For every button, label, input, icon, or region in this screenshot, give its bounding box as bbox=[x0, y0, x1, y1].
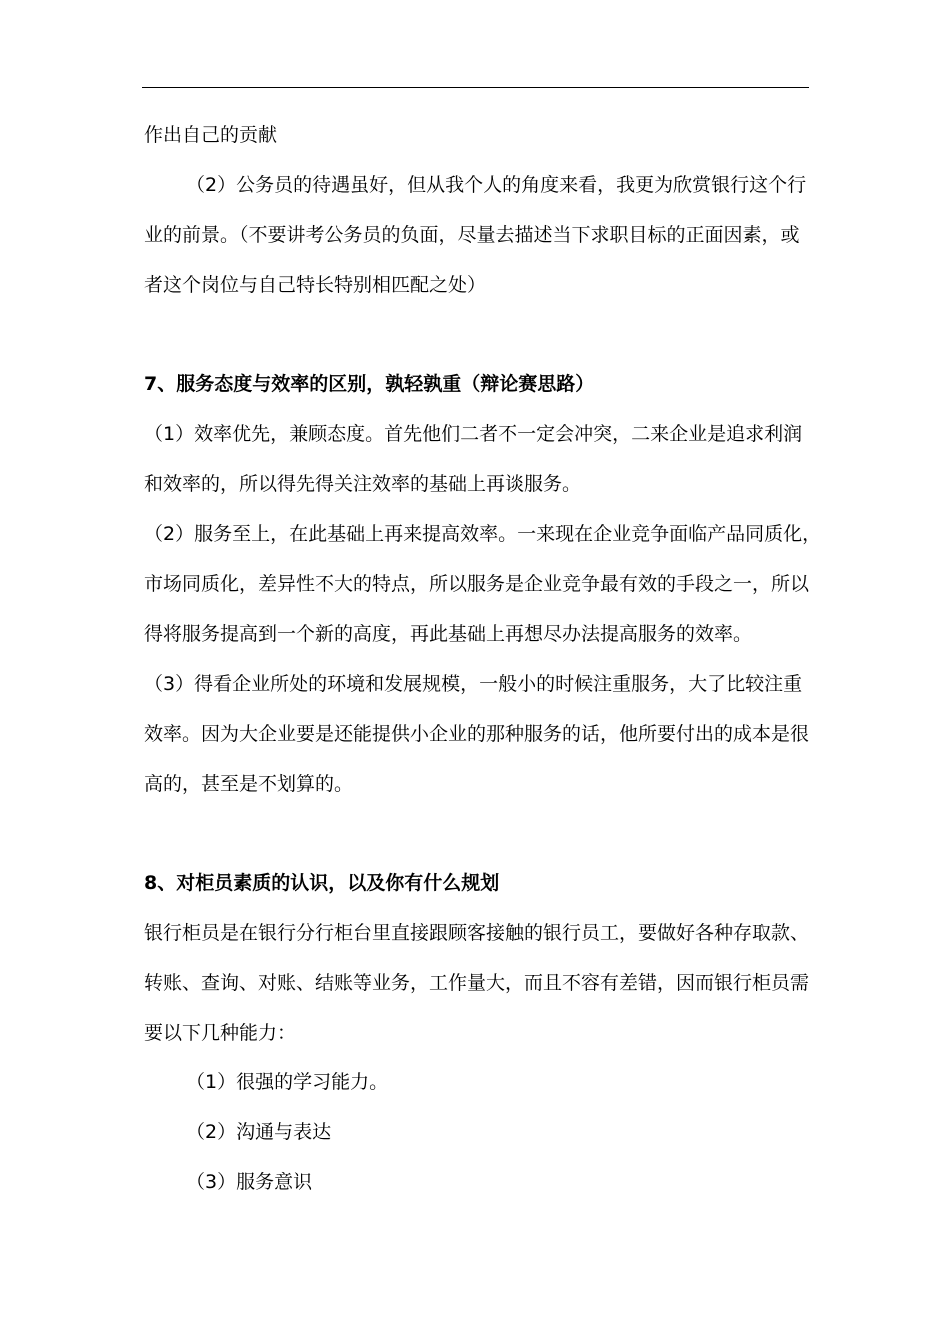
paragraph-line: 要以下几种能力： bbox=[144, 1022, 297, 1044]
paragraph-line: 者这个岗位与自己特长特别相匹配之处） bbox=[144, 274, 487, 296]
paragraph-line: （1）效率优先，兼顾态度。首先他们二者不一定会冲突，二来企业是追求利润 bbox=[144, 423, 803, 445]
paragraph-line: 业的前景。（不要讲考公务员的负面，尽量去描述当下求职目标的正面因素，或 bbox=[144, 224, 800, 246]
paragraph-line: 作出自己的贡献 bbox=[144, 124, 278, 146]
paragraph-line: （2）公务员的待遇虽好，但从我个人的角度来看，我更为欣赏银行这个行 bbox=[186, 174, 807, 196]
list-item: （3）服务意识 bbox=[186, 1171, 313, 1193]
section-heading: 7、服务态度与效率的区别，孰轻孰重（辩论赛思路） bbox=[144, 373, 595, 395]
header-rule bbox=[142, 87, 809, 88]
paragraph-line: 得将服务提高到一个新的高度，再此基础上再想尽办法提高服务的效率。 bbox=[144, 623, 753, 645]
paragraph-line: 效率。因为大企业要是还能提供小企业的那种服务的话，他所要付出的成本是很 bbox=[144, 723, 810, 745]
paragraph-line: 和效率的，所以得先得关注效率的基础上再谈服务。 bbox=[144, 473, 582, 495]
paragraph-line: 银行柜员是在银行分行柜台里直接跟顾客接触的银行员工，要做好各种存取款、 bbox=[144, 922, 810, 944]
paragraph-line: （2）服务至上，在此基础上再来提高效率。一来现在企业竞争面临产品同质化， bbox=[144, 523, 822, 545]
paragraph-line: （3）得看企业所处的环境和发展规模，一般小的时候注重服务，大了比较注重 bbox=[144, 673, 803, 695]
paragraph-line: 高的，甚至是不划算的。 bbox=[144, 773, 354, 795]
list-item: （1）很强的学习能力。 bbox=[186, 1071, 389, 1093]
paragraph-line: 市场同质化，差异性不大的特点，所以服务是企业竞争最有效的手段之一，所以 bbox=[144, 573, 810, 595]
section-heading: 8、对柜员素质的认识，以及你有什么规划 bbox=[144, 872, 500, 894]
paragraph-line: 转账、查询、对账、结账等业务，工作量大，而且不容有差错，因而银行柜员需 bbox=[144, 972, 810, 994]
list-item: （2）沟通与表达 bbox=[186, 1121, 332, 1143]
